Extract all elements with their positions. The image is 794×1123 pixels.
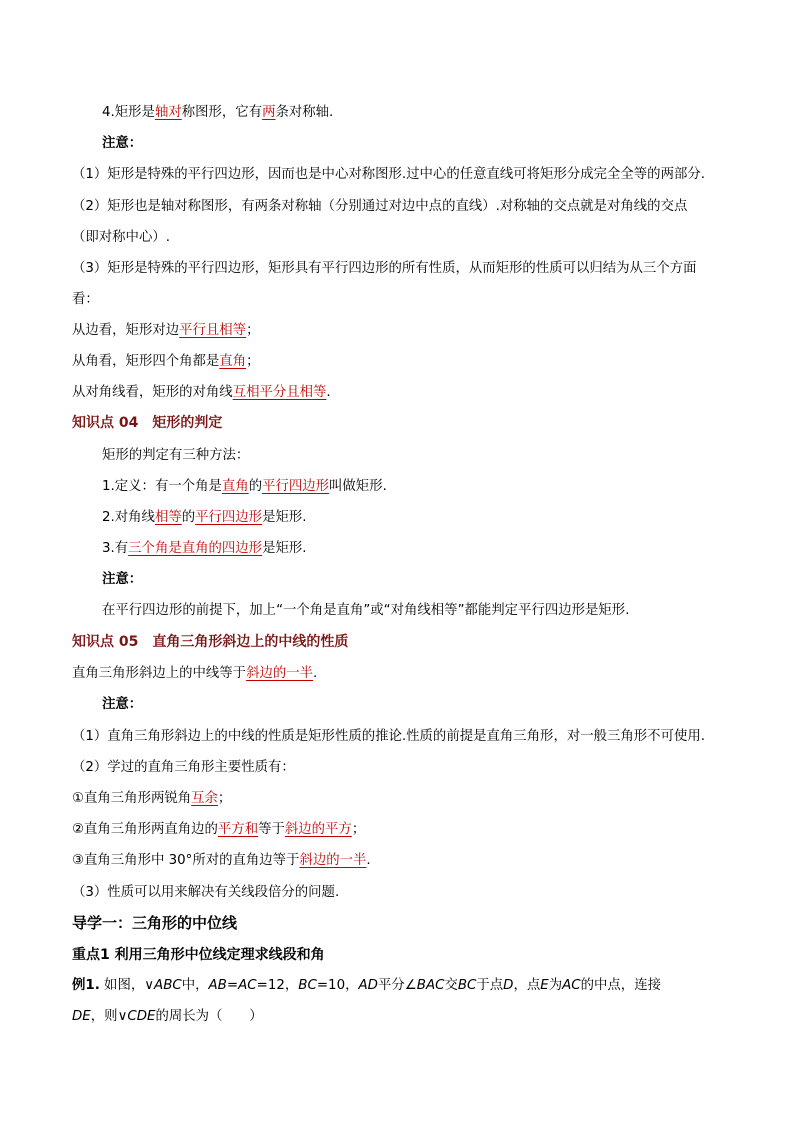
note-item-2: （2）矩形也是轴对称图形，有两条对称轴（分别通过对边中点的直线）.对称轴的交点就是对角线的交点 xyxy=(72,199,688,214)
fill-answer: 斜边的平方 xyxy=(284,822,352,837)
fill-answer: 互相平分且相等 xyxy=(232,385,327,400)
fill-answer: 平行四边形 xyxy=(195,510,263,525)
note-heading: 注意： xyxy=(102,572,143,587)
fill-answer: 相等 xyxy=(154,510,182,525)
note-item-1: （1）矩形是特殊的平行四边形，因而也是中心对称图形.过中心的任意直线可将矩形分成完全全等的两部分. xyxy=(72,167,705,182)
fill-answer: 两 xyxy=(262,105,276,120)
property-sides: 从边看，矩形对边平行且相等； xyxy=(72,323,260,338)
fill-answer: 互余 xyxy=(191,791,218,806)
criteria-intro: 矩形的判定有三种方法： xyxy=(102,448,250,463)
example-label: 例1. xyxy=(72,978,100,993)
right-triangle-property-2: ②直角三角形两直角边的平方和等于斜边的平方； xyxy=(72,822,366,837)
note-item-3-cont: 看： xyxy=(72,292,99,307)
fill-answer: 直角 xyxy=(221,479,249,494)
median-note-2: （2）学过的直角三角形主要性质有： xyxy=(72,760,295,775)
fill-answer: 平方和 xyxy=(217,822,259,837)
criteria-note: 在平行四边形的前提下，加上“一个角是直角”或“对角线相等”都能判定平行四边形是矩形. xyxy=(102,603,630,618)
right-triangle-property-3: ③直角三角形中 30°所对的直角边等于斜边的一半. xyxy=(72,853,371,868)
note-heading: 注意： xyxy=(102,697,143,712)
example-question: 例1. 如图，∨ABC中，AB=AC=12，BC=10，AD平分∠BAC交BC于点D，点E为AC的中点，连接 xyxy=(72,978,661,993)
note-heading: 注意： xyxy=(102,136,143,151)
example-question-cont: DE，则∨CDE的周长为（ ） xyxy=(72,1009,263,1024)
section-title: 导学一：三角形的中位线 xyxy=(72,914,238,932)
criteria-3: 3.有三个角是直角的四边形是矩形. xyxy=(102,541,307,556)
fill-answer: 斜边的一半 xyxy=(299,853,367,868)
note-item-3: （3）矩形是特殊的平行四边形，矩形具有平行四边形的所有性质，从而矩形的性质可以归结为从三个方面 xyxy=(72,261,697,276)
fill-answer: 平行且相等 xyxy=(179,323,247,338)
knowledge-point-05-title: 知识点 05 直角三角形斜边上的中线的性质 xyxy=(72,634,349,650)
median-property: 直角三角形斜边上的中线等于斜边的一半. xyxy=(72,666,318,681)
property-diagonals: 从对角线看，矩形的对角线互相平分且相等. xyxy=(72,385,331,400)
fill-answer: 直角 xyxy=(219,354,247,369)
median-note-1: （1）直角三角形斜边上的中线的性质是矩形性质的推论.性质的前提是直角三角形，对一般三角形不可使用. xyxy=(72,729,705,744)
fill-answer: 平行四边形 xyxy=(262,479,330,494)
paragraph-axis-symmetry: 4.矩形是轴对称图形，它有两条对称轴. xyxy=(102,105,334,120)
property-angles: 从角看，矩形四个角都是直角； xyxy=(72,354,260,369)
knowledge-point-04-title: 知识点 04 矩形的判定 xyxy=(72,415,223,431)
key-point-title: 重点1 利用三角形中位线定理求线段和角 xyxy=(72,947,325,963)
median-note-3: （3）性质可以用来解决有关线段倍分的问题. xyxy=(72,885,340,900)
fill-answer: 轴对 xyxy=(154,105,182,120)
note-item-2-cont: （即对称中心）. xyxy=(72,230,170,245)
criteria-1: 1.定义：有一个角是直角的平行四边形叫做矩形. xyxy=(102,479,387,494)
criteria-2: 2.对角线相等的平行四边形是矩形. xyxy=(102,510,307,525)
right-triangle-property-1: ①直角三角形两锐角互余； xyxy=(72,791,232,806)
fill-answer: 斜边的一半 xyxy=(246,666,314,681)
fill-answer: 三个角是直角的四边形 xyxy=(128,541,263,556)
